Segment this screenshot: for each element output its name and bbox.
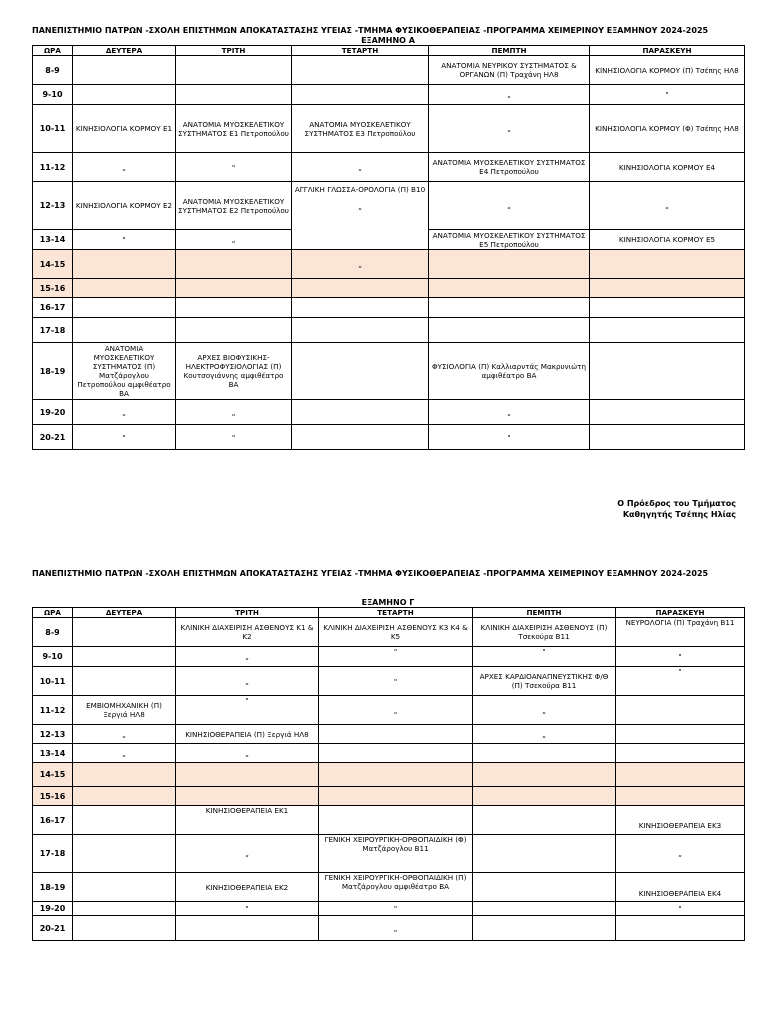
header-semester-g: ΠΑΝΕΠΙΣΤΗΜΙΟ ΠΑΤΡΩΝ -ΣΧΟΛΗ ΕΠΙΣΤΗΜΩΝ ΑΠΟΚΑΤΑΣΤΑΣΗΣ ΥΓΕΙΑΣ -ΤΜΗΜΑ ΦΥΣΙΚΟΘΕΡΑΠΕΙΑΣ -ΠΡΟΓΡΑΜΜΑ ΧΕΙΜΕΡΙΝΟΥ ΕΞΑΜΗΝΟΥ 2024-2025 xyxy=(32,569,709,578)
col-header-tuesday: ΤΡΙΤΗ xyxy=(176,608,319,618)
cell-friday xyxy=(590,298,745,318)
table-row xyxy=(33,250,745,279)
col-header-wednesday: ΤΕΤΑΡΤΗ xyxy=(292,46,429,56)
cell-friday: ΚΙΝΗΣΙΟΛΟΓΙΑ ΚΟΡΜΟΥ (Φ) Τσέπης ΗΛ8 xyxy=(590,105,745,153)
cell-thursday xyxy=(429,318,590,343)
cell-wednesday: " xyxy=(319,902,473,916)
cell-wednesday xyxy=(292,182,429,250)
cell-tuesday: „ xyxy=(176,400,292,425)
cell-tuesday: ΚΙΝΗΣΙΟΘΕΡΑΠΕΙΑ ΕΚ1 xyxy=(176,806,319,835)
table-row xyxy=(33,56,745,85)
cell-wednesday: „ xyxy=(319,696,473,725)
cell-monday xyxy=(73,279,176,298)
cell-friday: ΚΙΝΗΣΙΟΛΟΓΙΑ ΚΟΡΜΟΥ Ε5 xyxy=(590,230,745,250)
hour-cell: 10-11 xyxy=(33,667,73,696)
header-semester-a: ΠΑΝΕΠΙΣΤΗΜΙΟ ΠΑΤΡΩΝ -ΣΧΟΛΗ ΕΠΙΣΤΗΜΩΝ ΑΠΟΚΑΤΑΣΤΑΣΗΣ ΥΓΕΙΑΣ -ΤΜΗΜΑ ΦΥΣΙΚΟΘΕΡΑΠΕΙΑΣ -ΠΡΟΓΡΑΜΜΑ ΧΕΙΜΕΡΙΝΟΥ ΕΞΑΜΗΝΟΥ 2024-2025 xyxy=(32,26,709,35)
table-row xyxy=(33,916,745,941)
semester-a-title: ΕΞΑΜΗΝΟ Α xyxy=(361,36,415,45)
cell-tuesday: " xyxy=(176,153,292,182)
cell-friday: " xyxy=(616,647,745,667)
cell-thursday xyxy=(473,763,616,787)
cell-monday: ΑΝΑΤΟΜΙΑ ΜΥΟΣΚΕΛΕΤΙΚΟΥ ΣΥΣΤΗΜΑΤΟΣ (Π) Ματζάρογλου Πετροπούλου αμφιθέατρο ΒΑ xyxy=(73,343,176,400)
cell-thursday: ΑΝΑΤΟΜΙΑ ΝΕΥΡΙΚΟΥ ΣΥΣΤΗΜΑΤΟΣ & ΟΡΓΑΝΩΝ (Π) Τραχάνη ΗΛ8 xyxy=(429,56,590,85)
signature-name: Καθηγητής Τσέπης Ηλίας xyxy=(622,510,736,519)
col-header-thursday: ΠΕΜΠΤΗ xyxy=(429,46,590,56)
cell-monday: ΚΙΝΗΣΙΟΛΟΓΙΑ ΚΟΡΜΟΥ Ε2 xyxy=(73,182,176,230)
cell-wednesday xyxy=(319,725,473,744)
col-header-thursday: ΠΕΜΠΤΗ xyxy=(473,608,616,618)
cell-wednesday xyxy=(292,400,429,425)
cell-tuesday: ΚΛΙΝΙΚΗ ΔΙΑΧΕΙΡΙΣΗ ΑΣΘΕΝΟΥΣ Κ1 & Κ2 xyxy=(176,618,319,647)
col-header-friday: ΠΑΡΑΣΚΕΥΗ xyxy=(590,46,745,56)
cell-tuesday: „ xyxy=(176,647,319,667)
cell-tuesday: " xyxy=(176,902,319,916)
cell-monday: „ xyxy=(73,153,176,182)
table-row xyxy=(33,318,745,343)
cell-wednesday xyxy=(319,763,473,787)
cell-monday: „ xyxy=(73,725,176,744)
hour-cell: 20-21 xyxy=(33,916,73,941)
col-header-friday: ΠΑΡΑΣΚΕΥΗ xyxy=(616,608,745,618)
table-row xyxy=(33,744,745,763)
table-row xyxy=(33,667,745,696)
cell-monday: ΕΜΒΙΟΜΗΧΑΝΙΚΗ (Π) Ξεργιά ΗΛ8 xyxy=(73,696,176,725)
hour-cell: 12-13 xyxy=(33,725,73,744)
cell-friday: „ xyxy=(590,182,745,230)
table-row xyxy=(33,787,745,806)
cell-thursday: ΦΥΣΙΟΛΟΓΙΑ (Π) Καλλιαρντάς Μακρυνιώτη αμφιθέατρο ΒΑ xyxy=(429,343,590,400)
cell-monday: „ xyxy=(73,400,176,425)
cell-friday xyxy=(590,343,745,400)
cell-friday xyxy=(590,250,745,279)
col-header-monday: ΔΕΥΤΕΡΑ xyxy=(73,46,176,56)
cell-wednesday xyxy=(319,787,473,806)
hour-cell: 16-17 xyxy=(33,806,73,835)
cell-wednesday: " xyxy=(319,647,473,667)
col-header-tuesday: ΤΡΙΤΗ xyxy=(176,46,292,56)
cell-friday xyxy=(590,318,745,343)
cell-monday xyxy=(73,618,176,647)
cell-thursday: " xyxy=(473,647,616,667)
hour-cell: 16-17 xyxy=(33,298,73,318)
cell-wednesday xyxy=(292,85,429,105)
cell-wednesday xyxy=(292,343,429,400)
cell-friday: ΚΙΝΗΣΙΟΘΕΡΑΠΕΙΑ ΕΚ3 xyxy=(616,806,745,835)
cell-monday xyxy=(73,667,176,696)
table-header-row xyxy=(33,46,745,56)
ditto-mark: „ xyxy=(358,202,362,211)
cell-friday: ΝΕΥΡΟΛΟΓΙΑ (Π) Τραχάνη Β11 xyxy=(616,618,745,647)
cell-monday xyxy=(73,873,176,902)
cell-thursday xyxy=(473,787,616,806)
cell-friday xyxy=(616,696,745,725)
cell-monday: " xyxy=(73,230,176,250)
cell-thursday: „ xyxy=(473,696,616,725)
cell-monday xyxy=(73,763,176,787)
cell-monday xyxy=(73,916,176,941)
table-row xyxy=(33,902,745,916)
cell-thursday: " xyxy=(429,425,590,450)
cell-monday: „ xyxy=(73,744,176,763)
cell-tuesday xyxy=(176,318,292,343)
cell-thursday xyxy=(429,279,590,298)
cell-tuesday xyxy=(176,250,292,279)
table-row xyxy=(33,85,745,105)
cell-wednesday xyxy=(319,744,473,763)
cell-tuesday: „ xyxy=(176,835,319,873)
cell-wednesday xyxy=(292,279,429,298)
hour-cell: 11-12 xyxy=(33,696,73,725)
cell-tuesday xyxy=(176,279,292,298)
cell-thursday: ΑΝΑΤΟΜΙΑ ΜΥΟΣΚΕΛΕΤΙΚΟΥ ΣΥΣΤΗΜΑΤΟΣ Ε4 Πετροπούλου xyxy=(429,153,590,182)
table-row xyxy=(33,873,745,902)
cell-monday: ΚΙΝΗΣΙΟΛΟΓΙΑ ΚΟΡΜΟΥ Ε1 xyxy=(73,105,176,153)
cell-wednesday xyxy=(292,298,429,318)
cell-wednesday xyxy=(292,318,429,343)
hour-cell: 14-15 xyxy=(33,250,73,279)
table-row xyxy=(33,647,745,667)
hour-cell: 8-9 xyxy=(33,56,73,85)
cell-tuesday xyxy=(176,56,292,85)
cell-thursday xyxy=(473,806,616,835)
table-row xyxy=(33,343,745,400)
cell-wednesday: „ xyxy=(319,916,473,941)
cell-thursday xyxy=(473,902,616,916)
course-english: ΑΓΓΛΙΚΗ ΓΛΩΣΣΑ-ΟΡΟΛΟΓΙΑ (Π) Β10 xyxy=(294,185,426,194)
cell-wednesday: „ xyxy=(292,250,429,279)
cell-monday xyxy=(73,787,176,806)
cell-friday: ΚΙΝΗΣΙΟΛΟΓΙΑ ΚΟΡΜΟΥ Ε4 xyxy=(590,153,745,182)
semester-g-title: ΕΞΑΜΗΝΟ Γ xyxy=(361,598,415,607)
cell-tuesday: „ xyxy=(176,667,319,696)
cell-thursday: „ xyxy=(429,400,590,425)
cell-wednesday xyxy=(292,56,429,85)
table-row xyxy=(33,105,745,153)
cell-friday: ΚΙΝΗΣΙΟΛΟΓΙΑ ΚΟΡΜΟΥ (Π) Τσέπης ΗΛ8 xyxy=(590,56,745,85)
hour-cell: 15-16 xyxy=(33,787,73,806)
cell-wednesday: " xyxy=(319,667,473,696)
hour-cell: 9-10 xyxy=(33,85,73,105)
cell-tuesday: „ xyxy=(176,230,292,250)
cell-monday xyxy=(73,250,176,279)
cell-wednesday: ΓΕΝΙΚΗ ΧΕΙΡΟΥΡΓΙΚΗ-ΟΡΘΟΠΑΙΔΙΚΗ (Π) Ματζάρογλου αμφιθέατρο ΒΑ xyxy=(319,873,473,902)
cell-tuesday: ΑΝΑΤΟΜΙΑ ΜΥΟΣΚΕΛΕΤΙΚΟΥ ΣΥΣΤΗΜΑΤΟΣ Ε1 Πετροπούλου xyxy=(176,105,292,153)
hour-cell: 19-20 xyxy=(33,400,73,425)
hour-cell: 17-18 xyxy=(33,835,73,873)
cell-friday: ΚΙΝΗΣΙΟΘΕΡΑΠΕΙΑ ΕΚ4 xyxy=(616,873,745,902)
timetable-semester-g xyxy=(32,607,745,941)
cell-monday xyxy=(73,806,176,835)
cell-tuesday xyxy=(176,85,292,105)
table-row xyxy=(33,425,745,450)
hour-cell: 11-12 xyxy=(33,153,73,182)
table-row xyxy=(33,298,745,318)
hour-cell: 8-9 xyxy=(33,618,73,647)
hour-cell: 14-15 xyxy=(33,763,73,787)
hour-cell: 18-19 xyxy=(33,873,73,902)
table-row xyxy=(33,806,745,835)
cell-friday xyxy=(616,916,745,941)
table-row xyxy=(33,279,745,298)
cell-thursday xyxy=(473,873,616,902)
cell-friday: " xyxy=(590,85,745,105)
cell-wednesday: ΓΕΝΙΚΗ ΧΕΙΡΟΥΡΓΙΚΗ-ΟΡΘΟΠΑΙΔΙΚΗ (Φ) Ματζάρογλου Β11 xyxy=(319,835,473,873)
table-row xyxy=(33,153,745,182)
cell-tuesday: ΚΙΝΗΣΙΟΘΕΡΑΠΕΙΑ ΕΚ2 xyxy=(176,873,319,902)
hour-cell: 12-13 xyxy=(33,182,73,230)
cell-friday xyxy=(616,744,745,763)
cell-friday xyxy=(616,763,745,787)
col-header-wednesday: ΤΕΤΑΡΤΗ xyxy=(319,608,473,618)
hour-cell: 10-11 xyxy=(33,105,73,153)
cell-thursday: „ xyxy=(429,85,590,105)
hour-cell: 20-21 xyxy=(33,425,73,450)
hour-cell: 13-14 xyxy=(33,230,73,250)
cell-thursday xyxy=(473,744,616,763)
cell-thursday: ΑΡΧΕΣ ΚΑΡΔΙΟΑΝΑΠΝΕΥΣΤΙΚΗΣ Φ/Θ (Π) Τσεκούρα Β11 xyxy=(473,667,616,696)
cell-tuesday xyxy=(176,916,319,941)
hour-cell: 9-10 xyxy=(33,647,73,667)
cell-monday xyxy=(73,902,176,916)
cell-tuesday: ΚΙΝΗΣΙΟΘΕΡΑΠΕΙΑ (Π) Ξεργιά ΗΛ8 xyxy=(176,725,319,744)
cell-friday: " xyxy=(616,667,745,696)
hour-cell: 18-19 xyxy=(33,343,73,400)
cell-tuesday: " xyxy=(176,696,319,725)
table-row xyxy=(33,763,745,787)
cell-friday xyxy=(590,400,745,425)
cell-friday xyxy=(590,425,745,450)
cell-thursday: „ xyxy=(429,105,590,153)
table-row xyxy=(33,725,745,744)
cell-wednesday: ΚΛΙΝΙΚΗ ΔΙΑΧΕΙΡΙΣΗ ΑΣΘΕΝΟΥΣ Κ3 Κ4 & Κ5 xyxy=(319,618,473,647)
cell-monday xyxy=(73,56,176,85)
cell-thursday xyxy=(429,250,590,279)
table-row xyxy=(33,400,745,425)
cell-tuesday xyxy=(176,298,292,318)
table-header-row xyxy=(33,608,745,618)
hour-cell: 17-18 xyxy=(33,318,73,343)
timetable-semester-a xyxy=(32,45,745,450)
cell-thursday xyxy=(473,835,616,873)
cell-monday xyxy=(73,647,176,667)
table-row xyxy=(33,696,745,725)
cell-thursday: ΑΝΑΤΟΜΙΑ ΜΥΟΣΚΕΛΕΤΙΚΟΥ ΣΥΣΤΗΜΑΤΟΣ Ε5 Πετροπούλου xyxy=(429,230,590,250)
cell-friday xyxy=(616,725,745,744)
cell-tuesday: " xyxy=(176,425,292,450)
cell-thursday: ΚΛΙΝΙΚΗ ΔΙΑΧΕΙΡΙΣΗ ΑΣΘΕΝΟΥΣ (Π) Τσεκούρα Β11 xyxy=(473,618,616,647)
cell-monday xyxy=(73,318,176,343)
signature-title: Ο Πρόεδρος του Τμήματος xyxy=(617,499,736,508)
col-header-hour: ΩΡΑ xyxy=(33,46,73,56)
col-header-hour: ΩΡΑ xyxy=(33,608,73,618)
table-row xyxy=(33,182,745,230)
cell-wednesday xyxy=(319,806,473,835)
cell-friday: „ xyxy=(616,835,745,873)
col-header-monday: ΔΕΥΤΕΡΑ xyxy=(73,608,176,618)
cell-tuesday: ΑΡΧΕΣ ΒΙΟΦΥΣΙΚΗΣ-ΗΛΕΚΤΡΟΦΥΣΙΟΛΟΓΙΑΣ (Π) Κουτσογιάννης αμφιθέατρο ΒΑ xyxy=(176,343,292,400)
cell-monday xyxy=(73,835,176,873)
cell-monday: " xyxy=(73,425,176,450)
cell-tuesday: ΑΝΑΤΟΜΙΑ ΜΥΟΣΚΕΛΕΤΙΚΟΥ ΣΥΣΤΗΜΑΤΟΣ Ε2 Πετροπούλου xyxy=(176,182,292,230)
cell-friday xyxy=(616,787,745,806)
cell-thursday: „ xyxy=(473,725,616,744)
cell-tuesday xyxy=(176,787,319,806)
cell-monday xyxy=(73,85,176,105)
cell-thursday xyxy=(429,298,590,318)
cell-thursday: „ xyxy=(429,182,590,230)
table-row xyxy=(33,618,745,647)
cell-friday xyxy=(590,279,745,298)
cell-tuesday xyxy=(176,763,319,787)
table-row xyxy=(33,835,745,873)
cell-tuesday: „ xyxy=(176,744,319,763)
hour-cell: 15-16 xyxy=(33,279,73,298)
cell-wednesday: „ xyxy=(292,153,429,182)
cell-friday: " xyxy=(616,902,745,916)
cell-monday xyxy=(73,298,176,318)
hour-cell: 19-20 xyxy=(33,902,73,916)
hour-cell: 13-14 xyxy=(33,744,73,763)
cell-wednesday: ΑΝΑΤΟΜΙΑ ΜΥΟΣΚΕΛΕΤΙΚΟΥ ΣΥΣΤΗΜΑΤΟΣ Ε3 Πετροπούλου xyxy=(292,105,429,153)
cell-thursday xyxy=(473,916,616,941)
cell-wednesday xyxy=(292,425,429,450)
